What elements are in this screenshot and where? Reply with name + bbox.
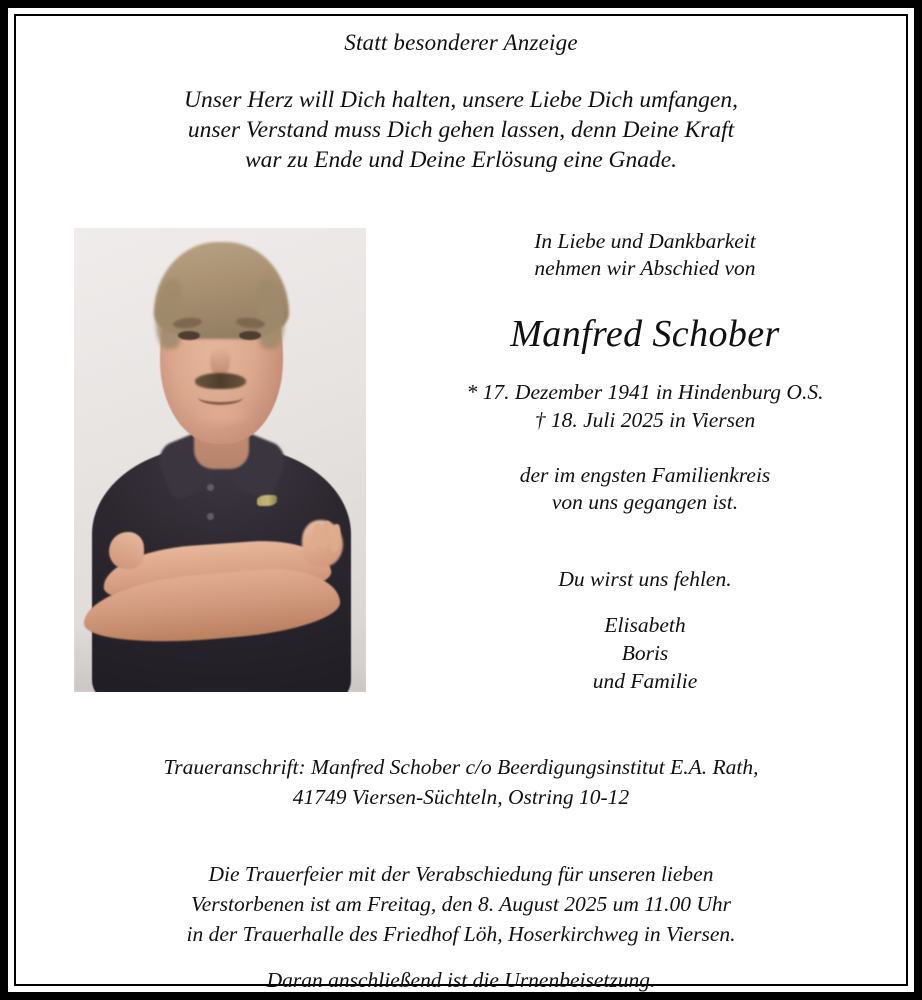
survivors-list: [396, 611, 894, 695]
mourning-address: [16, 752, 906, 812]
photo-nose: [210, 346, 230, 376]
notice-header: Statt besonderer Anzeige: [344, 30, 578, 55]
notice-sheet: [16, 16, 906, 992]
farewell-lead: [396, 228, 894, 282]
address-line-2: 41749 Viersen-Süchteln, Ostring 10-12: [292, 785, 630, 809]
memorial-text-column: [396, 228, 894, 695]
death-date: † 18. Juli 2025 in Viersen: [534, 407, 756, 432]
photo-hand-left: [109, 532, 144, 569]
portrait-photo-image: [74, 228, 366, 692]
address-line-1: Traueranschrift: Manfred Schober c/o Beerdigungsinstitut E.A. Rath,: [163, 755, 759, 779]
survivor-name: Boris: [621, 641, 669, 665]
life-dates: [396, 379, 894, 434]
verse-line-3: war zu Ende und Deine Erlösung eine Gnade.: [244, 147, 678, 173]
frame-white-gap: [8, 8, 914, 992]
photo-chest-logo: [257, 495, 277, 506]
photo-mustache: [195, 373, 246, 390]
memorial-verse: [16, 85, 906, 175]
verse-line-2: unser Verstand muss Dich gehen lassen, denn Deine Kraft: [187, 117, 735, 143]
service-line-2: Verstorbenen ist am Freitag, den 8. August 2025 um 11.00 Uhr: [190, 892, 732, 916]
funeral-service-details: [16, 859, 906, 995]
service-line-3: in der Trauerhalle des Friedhof Löh, Hoserkirchweg in Viersen.: [186, 922, 736, 946]
service-after-note: Daran anschließend ist die Urnenbeisetzung.: [266, 968, 656, 992]
missing-line: Du wirst uns fehlen.: [558, 567, 732, 591]
photo-chin: [194, 407, 249, 430]
farewell-lead-line-2: nehmen wir Abschied von: [534, 256, 756, 280]
photo-shirt-button: [207, 513, 214, 520]
photo-shirt-button: [207, 484, 214, 491]
passing-line-2: von uns gegangen ist.: [551, 490, 739, 514]
survivor-name: Elisabeth: [604, 613, 686, 637]
service-line-1: Die Trauerfeier mit der Verabschiedung für unseren lieben: [208, 862, 714, 886]
passing-line-1: der im engsten Familienkreis: [519, 463, 771, 487]
deceased-name: Manfred Schober: [510, 313, 780, 355]
verse-line-1: Unser Herz will Dich halten, unsere Liebe Dich umfangen,: [184, 87, 738, 113]
portrait-photo: [74, 228, 366, 692]
farewell-lead-line-1: In Liebe und Dankbarkeit: [534, 229, 756, 253]
survivor-family: und Familie: [592, 669, 698, 693]
frame-inner-rule: [14, 14, 908, 992]
passing-note: [396, 462, 894, 516]
birth-date: * 17. Dezember 1941 in Hindenburg O.S.: [466, 380, 824, 404]
